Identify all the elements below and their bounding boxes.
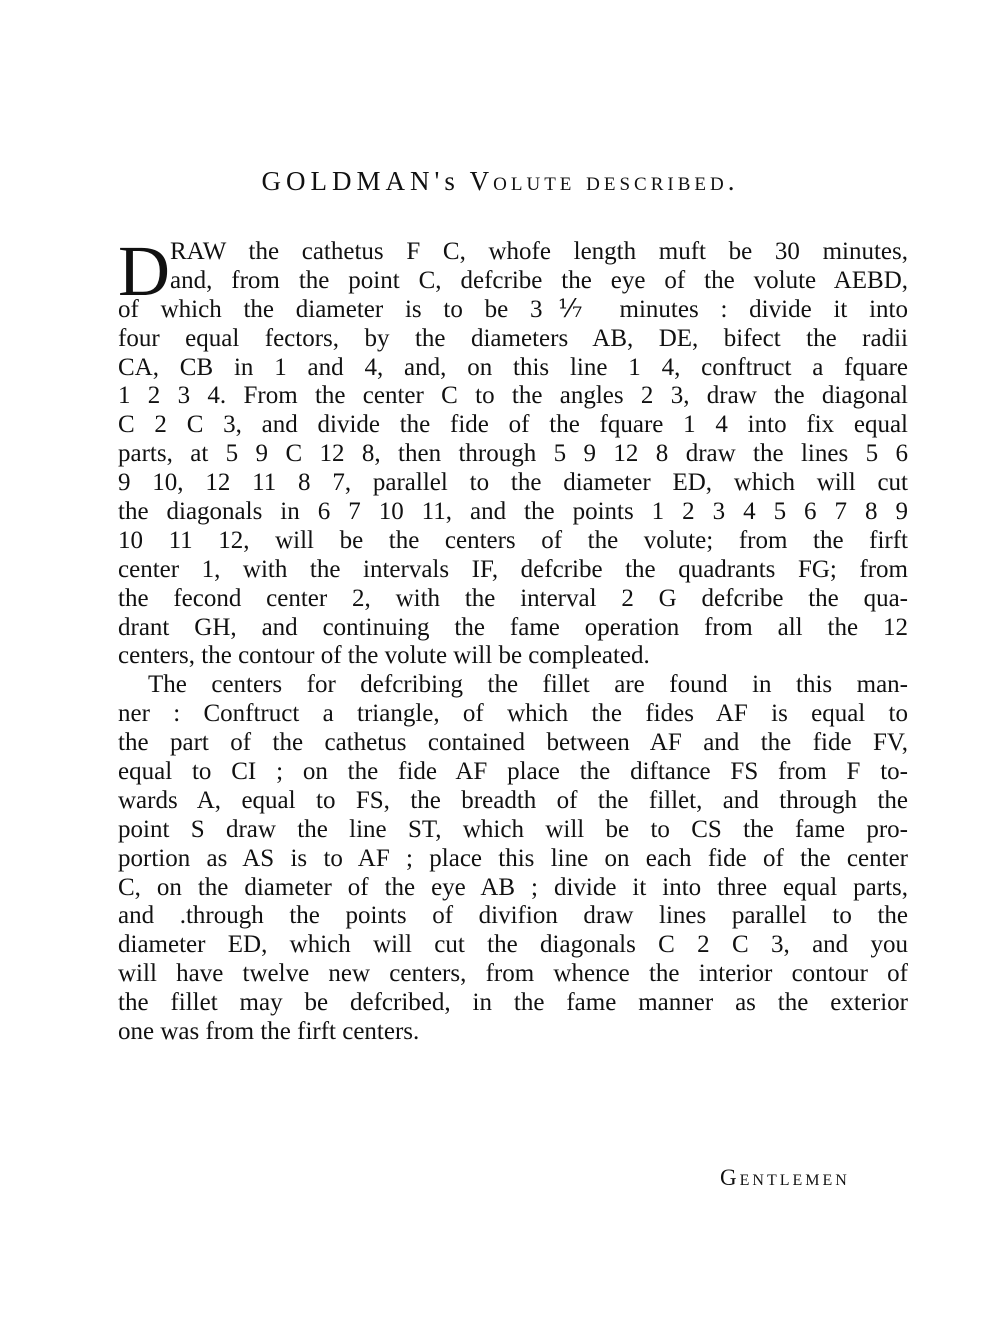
text-line: parts, at 5 9 C 12 8, then through 5 9 12 8 draw the lines 5 6 bbox=[118, 440, 908, 468]
catchword: Gentlemen bbox=[720, 1165, 850, 1190]
text-line: the fillet may be defcribed, in the fame manner as the exterior bbox=[118, 989, 908, 1017]
text-line: wards A, equal to FS, the breadth of the fillet, and through the bbox=[118, 786, 908, 814]
title-main: GOLDMAN's bbox=[261, 166, 460, 196]
drop-cap: D bbox=[118, 231, 170, 311]
text-line: diameter ED, which will cut the diagonals C 2 C 3, and you bbox=[118, 931, 908, 959]
text-line: and .through the points of divifion draw lines parallel to the bbox=[118, 902, 908, 930]
text-line: four equal fectors, by the diameters AB, DE, bifect the radii bbox=[118, 324, 908, 352]
text-line: 9 10, 12 11 8 7, parallel to the diameter ED, which will cut bbox=[118, 469, 908, 497]
text-line: and, from the point C, defcribe the eye of the volute AEBD, bbox=[170, 266, 908, 294]
text-line: one was from the firft centers. bbox=[118, 1018, 420, 1046]
page-title bbox=[0, 163, 1000, 199]
text-line: portion as AS is to AF ; place this line on each fide of the center bbox=[118, 844, 908, 872]
text-line: of which the diameter is to be 3⅐ minutes : divide it into bbox=[118, 295, 908, 323]
text-line: drant GH, and continuing the fame operation from all the 12 bbox=[118, 613, 908, 641]
text-line: the part of the cathetus contained between AF and the fide FV, bbox=[118, 729, 908, 757]
text-line: center 1, with the intervals IF, defcribe the quadrants FG; from bbox=[118, 555, 908, 583]
text-line: point S draw the line ST, which will be to CS the fame pro- bbox=[118, 815, 908, 843]
text-line: will have twelve new centers, from whence the interior contour of bbox=[118, 960, 908, 988]
text-line: ner : Conftruct a triangle, of which the fides AF is equal to bbox=[118, 700, 908, 728]
text-line: The centers for defcribing the fillet are found in this man- bbox=[148, 671, 908, 699]
text-line: equal to CI ; on the fide AF place the diftance FS from F to- bbox=[118, 758, 908, 786]
text-line: RAW the cathetus F C, whofe length muft be 30 minutes, bbox=[170, 238, 908, 265]
text-line: the diagonals in 6 7 10 11, and the points 1 2 3 4 5 6 7 8 9 bbox=[118, 498, 908, 526]
text-line: C, on the diameter of the eye AB ; divide it into three equal parts, bbox=[118, 873, 908, 901]
text-line: CA, CB in 1 and 4, and, on this line 1 4, conftruct a fquare bbox=[118, 353, 908, 381]
text-line: C 2 C 3, and divide the fide of the fquare 1 4 into fix equal bbox=[118, 411, 908, 439]
body-text bbox=[118, 231, 908, 1047]
text-line: centers, the contour of the volute will be compleated. bbox=[118, 642, 650, 670]
text-line: 10 11 12, will be the centers of the volute; from the firft bbox=[118, 526, 908, 554]
title-rest: Volute described. bbox=[469, 166, 739, 196]
text-line: 1 2 3 4. From the center C to the angles 2 3, draw the diagonal bbox=[118, 382, 908, 410]
text-line: the fecond center 2, with the interval 2 G defcribe the qua- bbox=[118, 584, 908, 612]
